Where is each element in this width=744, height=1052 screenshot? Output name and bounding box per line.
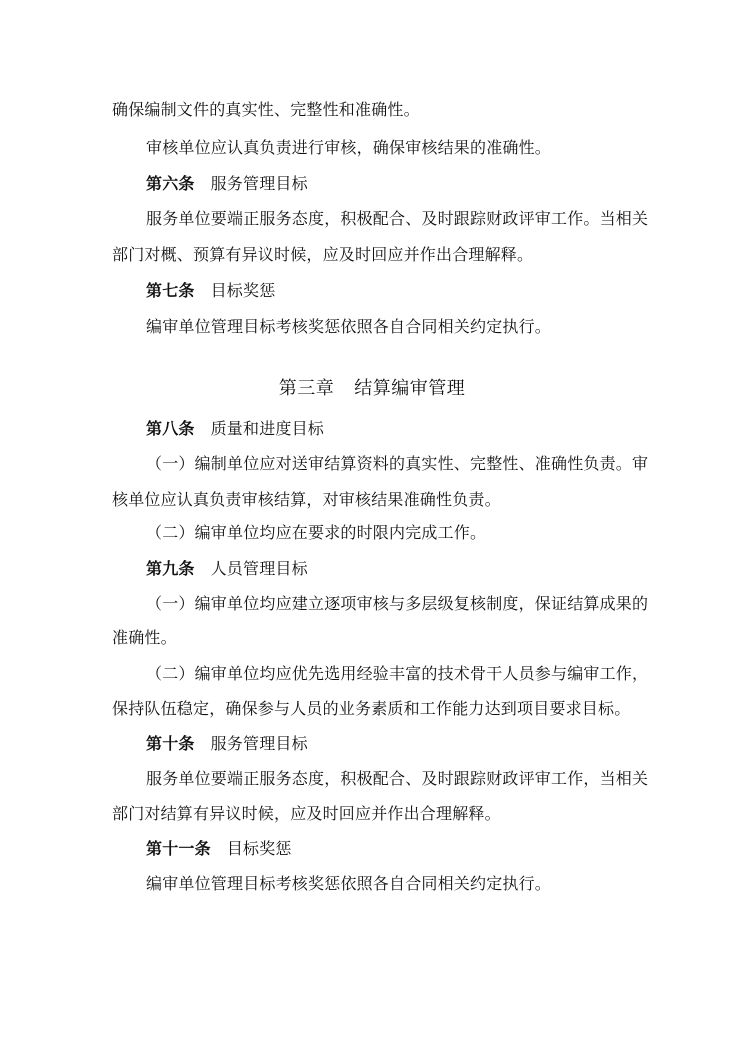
chapter-heading	[0, 377, 744, 401]
paragraph-line: 核单位应认真负责审核结算，对审核结果准确性负责。	[112, 490, 501, 509]
article-number: 第八条	[146, 419, 195, 438]
article-number: 第十条	[146, 734, 195, 753]
article-number: 第六条	[146, 174, 195, 193]
paragraph-line: （二）编审单位均应优先选用经验丰富的技术骨干人员参与编审工作，	[146, 664, 649, 683]
paragraph-line: 服务单位要端正服务态度，积极配合、及时跟踪财政评审工作，当相关	[146, 769, 649, 788]
chapter-title: 结算编审管理	[354, 378, 466, 399]
article-number: 第十一条	[146, 839, 211, 858]
article-number: 第九条	[146, 559, 195, 578]
article-heading-7	[146, 281, 672, 301]
article-number: 第七条	[146, 281, 195, 300]
paragraph-line: 确保编制文件的真实性、完整性和准确性。	[112, 100, 420, 119]
article-heading-11	[146, 839, 672, 859]
paragraph-line: （一）编制单位应对送审结算资料的真实性、完整性、准确性负责。审	[146, 454, 649, 473]
paragraph-line: （一）编审单位均应建立逐项审核与多层级复核制度，保证结算成果的	[146, 594, 649, 613]
article-heading-8	[146, 419, 672, 439]
paragraph-line: 部门对结算有异议时候，应及时回应并作出合理解释。	[112, 804, 501, 823]
article-title: 服务管理目标	[210, 174, 308, 193]
paragraph-line: （二）编审单位均应在要求的时限内完成工作。	[146, 523, 487, 542]
paragraph-line: 保持队伍稳定，确保参与人员的业务素质和工作能力达到项目要求目标。	[112, 699, 631, 718]
paragraph-line: 编审单位管理目标考核奖惩依照各自合同相关约定执行。	[146, 874, 552, 893]
chapter-number: 第三章	[278, 378, 335, 399]
article-heading-6	[146, 174, 672, 194]
article-title: 质量和进度目标	[210, 419, 325, 438]
paragraph-line: 编审单位管理目标考核奖惩依照各自合同相关约定执行。	[146, 317, 552, 336]
paragraph-line: 部门对概、预算有异议时候，应及时回应并作出合理解释。	[112, 245, 534, 264]
article-heading-9	[146, 559, 672, 579]
article-title: 人员管理目标	[210, 559, 308, 578]
paragraph-line: 准确性。	[112, 628, 177, 647]
article-title: 服务管理目标	[210, 734, 308, 753]
paragraph-line: 审核单位应认真负责进行审核，确保审核结果的准确性。	[146, 138, 552, 157]
article-title: 目标奖惩	[226, 839, 292, 858]
article-title: 目标奖惩	[210, 281, 276, 300]
article-heading-10	[146, 734, 672, 754]
paragraph-line: 服务单位要端正服务态度，积极配合、及时跟踪财政评审工作。当相关	[146, 209, 649, 228]
